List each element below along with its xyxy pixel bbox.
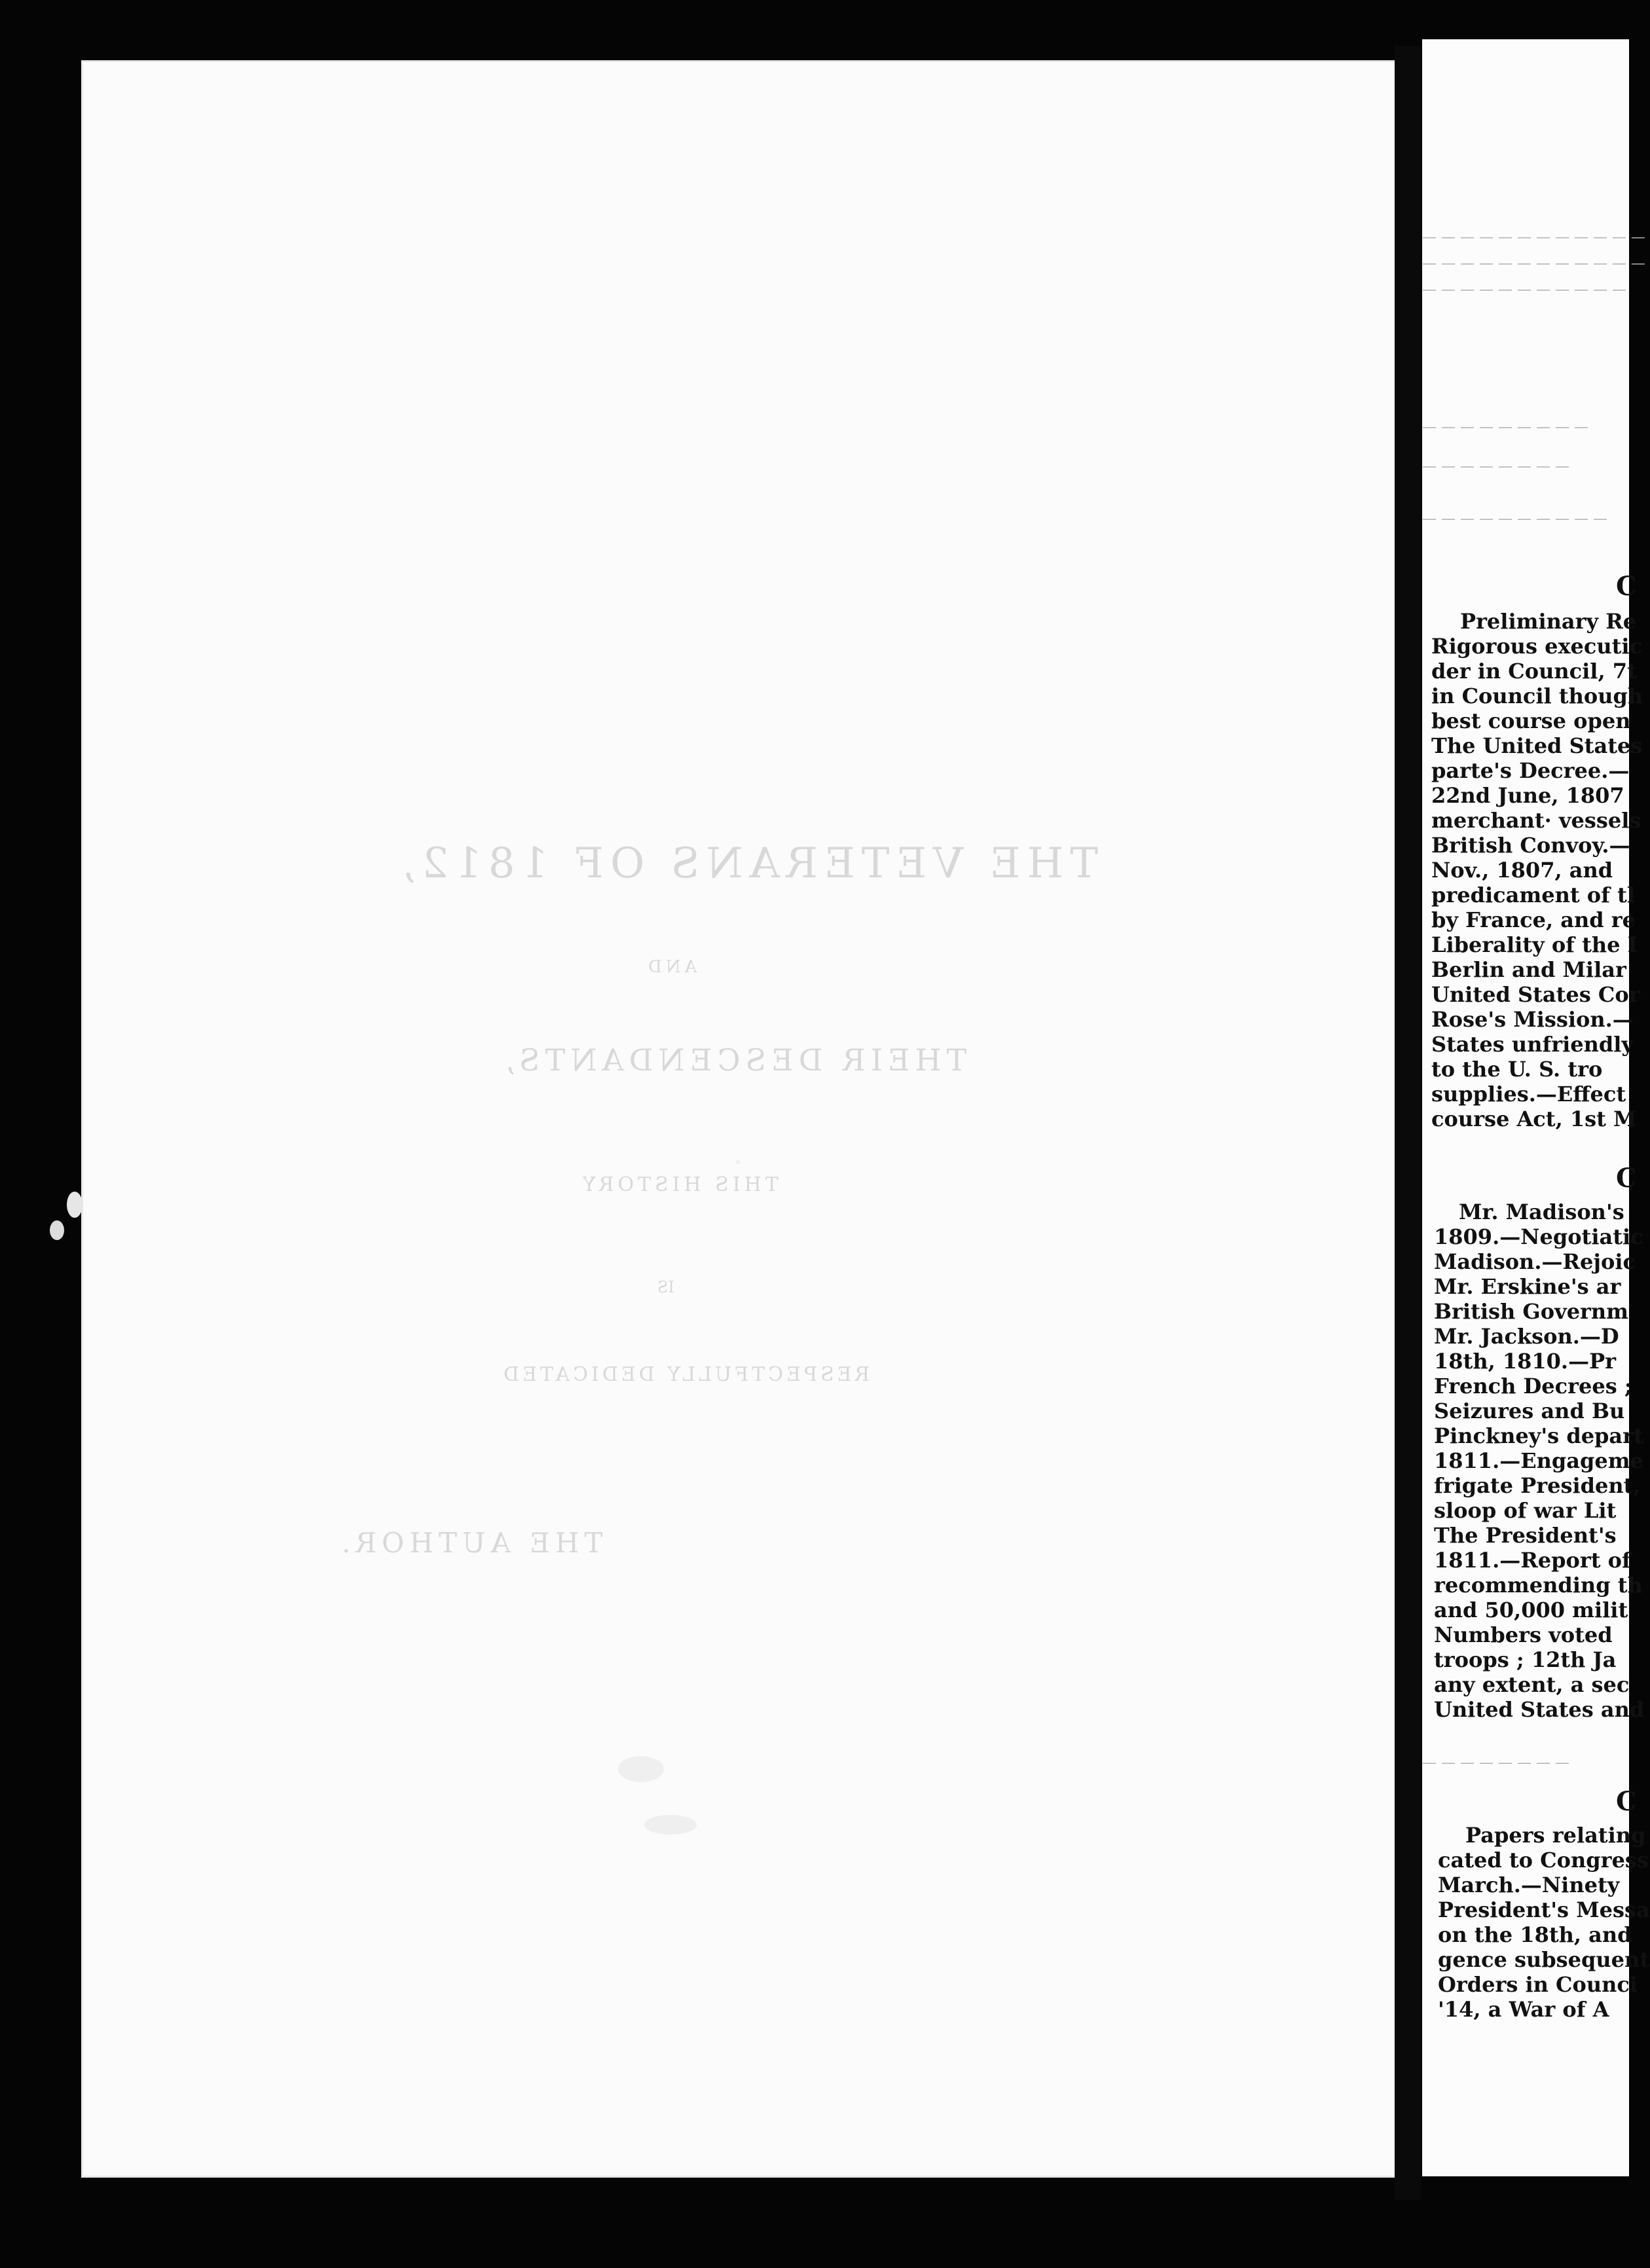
toc-line: 1811.—Report of — [1434, 1548, 1631, 1573]
chapter-heading: C — [1616, 1163, 1637, 1194]
toc-line: Rose's Mission.— — [1431, 1007, 1634, 1032]
toc-line: States unfriendly — [1431, 1032, 1634, 1057]
contents-section-3 — [1422, 1823, 1650, 2022]
toc-line: Nov., 1807, and — [1431, 858, 1613, 883]
faint-header-line: — — — — — — — — — — — — [1422, 282, 1626, 298]
show-through-line: THEIR DESCENDANTS, — [500, 1042, 967, 1078]
toc-line: recommending th — [1434, 1573, 1643, 1598]
toc-line: Numbers voted — [1434, 1622, 1613, 1647]
faint-header-line: — — — — — — — — — — — — — [1422, 255, 1645, 272]
paper-speck — [736, 1160, 740, 1164]
faint-header-line: — — — — — — — — — [1422, 1755, 1569, 1771]
toc-line: gence subsequent — [1438, 1947, 1650, 1972]
show-through-line: THE VETERANS OF 1812, — [395, 839, 1098, 888]
paper-speck — [618, 1756, 664, 1782]
scan-debris — [50, 1220, 64, 1240]
toc-line: Rigorous executic — [1431, 634, 1643, 659]
show-through-line: THIS HISTORY — [579, 1173, 779, 1196]
page-gutter — [1395, 46, 1421, 2200]
right-page-contents — [1422, 39, 1650, 2176]
toc-line: The President's — [1434, 1523, 1617, 1548]
toc-line: Mr. Erskine's ar — [1434, 1274, 1621, 1299]
toc-line: United States and — [1434, 1697, 1645, 1722]
toc-line: parte's Decree.— — [1431, 758, 1630, 783]
faint-header-line: — — — — — — — — — — [1422, 419, 1588, 435]
faint-header-line: — — — — — — — — — [1422, 458, 1569, 475]
toc-line: March.—Ninety — [1438, 1873, 1620, 1897]
toc-line: President's Messa — [1438, 1897, 1650, 1922]
toc-line: Mr. Madison's — [1459, 1199, 1624, 1224]
toc-line: Madison.—Rejoic — [1434, 1249, 1636, 1274]
toc-line: on the 18th, and — [1438, 1922, 1632, 1947]
toc-line: supplies.—Effect — [1431, 1082, 1626, 1107]
chapter-heading: C — [1616, 1786, 1637, 1817]
toc-line: by France, and re — [1431, 907, 1636, 932]
show-through-line: IS — [657, 1278, 674, 1296]
toc-line: course Act, 1st M — [1431, 1107, 1637, 1131]
toc-line: to the U. S. tro — [1431, 1057, 1603, 1082]
toc-line: Orders in Counci — [1438, 1972, 1638, 1997]
toc-line: Liberality of the I — [1431, 932, 1638, 957]
faint-header-line: — — — — — — — — — — — [1422, 511, 1607, 527]
toc-line: best course open — [1431, 708, 1631, 733]
toc-line: Seizures and Bu — [1434, 1399, 1625, 1423]
toc-line: der in Council, 7t — [1431, 659, 1637, 684]
toc-line: predicament of tl — [1431, 883, 1635, 907]
toc-line: The United States — [1431, 733, 1643, 758]
contents-section-2 — [1422, 1199, 1645, 1722]
show-through-line: THE AUTHOR. — [337, 1527, 603, 1559]
toc-line: frigate President, — [1434, 1473, 1641, 1498]
contents-section-1 — [1422, 609, 1643, 1131]
show-through-line: RESPECTFULLY DEDICATED — [500, 1363, 870, 1386]
toc-line: Papers relating — [1465, 1823, 1646, 1848]
toc-line: cated to Congress — [1438, 1848, 1649, 1873]
toc-line: 22nd June, 1807 — [1431, 783, 1624, 808]
toc-line: British Governm — [1434, 1299, 1629, 1324]
scan-debris — [67, 1192, 82, 1218]
toc-line: United States Cor — [1431, 982, 1640, 1007]
toc-line: '14, a War of A — [1438, 1997, 1609, 2022]
toc-line: Berlin and Milar — [1431, 957, 1626, 982]
toc-line: Mr. Jackson.—D — [1434, 1324, 1619, 1349]
toc-line: French Decrees ; — [1434, 1374, 1632, 1399]
chapter-heading: C — [1616, 571, 1637, 602]
toc-line: Pinckney's depart — [1434, 1423, 1643, 1448]
toc-line: 1811.—Engageme — [1434, 1448, 1643, 1473]
left-page — [81, 60, 1406, 2178]
paper-speck — [644, 1815, 697, 1835]
toc-line: sloop of war Lit — [1434, 1498, 1617, 1523]
toc-line: merchant· vessels — [1431, 808, 1641, 833]
toc-line: troops ; 12th Ja — [1434, 1647, 1617, 1672]
toc-line: any extent, a sec — [1434, 1672, 1630, 1697]
toc-line: and 50,000 milit — [1434, 1598, 1628, 1622]
show-through-line: AND — [644, 957, 697, 977]
toc-line: 18th, 1810.—Pr — [1434, 1349, 1616, 1374]
faint-header-line: — — — — — — — — — — — — — [1422, 229, 1645, 246]
toc-line: Preliminary Re — [1460, 609, 1637, 634]
toc-line: British Convoy.— — [1431, 833, 1630, 858]
toc-line: in Council though — [1431, 684, 1643, 708]
toc-line: 1809.—Negotiatic — [1434, 1224, 1643, 1249]
